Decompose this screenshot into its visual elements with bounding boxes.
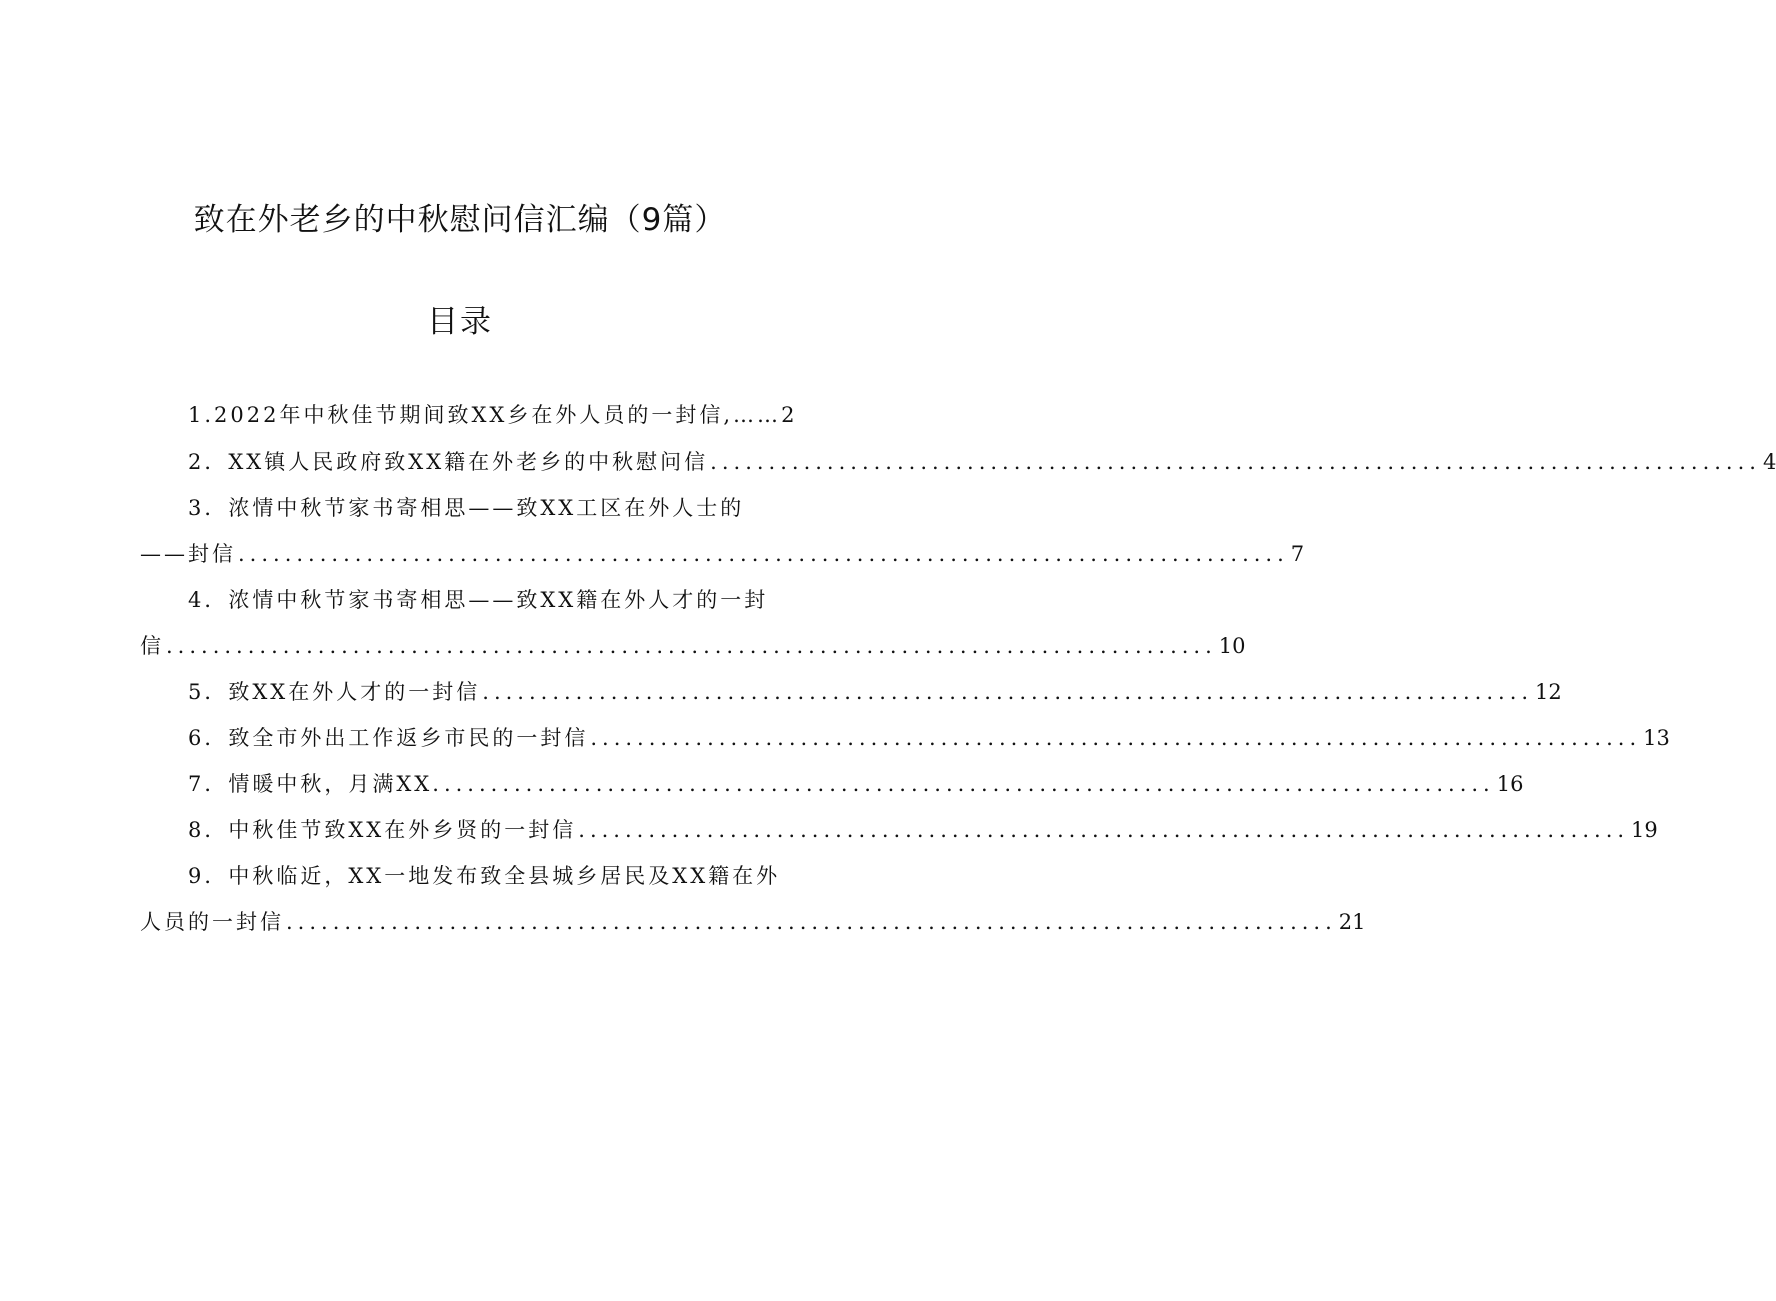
- toc-entry-7[interactable]: [140, 769, 1524, 799]
- toc-entry-title: 4．浓情中秋节家书寄相思——致XX籍在外人才的一封: [188, 588, 769, 612]
- toc-entry-2[interactable]: [140, 447, 1776, 477]
- toc-dot-leader: ..........................................................................................: [238, 542, 1289, 566]
- toc-entry-title: 6．致全市外出工作返乡市民的一封信: [188, 726, 589, 750]
- toc-entry-title: 3．浓情中秋节家书寄相思——致XX工区在外人士的: [188, 496, 745, 520]
- toc-entry-1[interactable]: [140, 400, 795, 430]
- toc-entry-6[interactable]: [140, 723, 1670, 753]
- toc-page-number: 12: [1535, 680, 1562, 704]
- toc-entry-5[interactable]: [140, 677, 1562, 707]
- document-title: 致在外老乡的中秋慰问信汇编（9篇）: [193, 202, 727, 238]
- toc-entry-title: 5．致XX在外人才的一封信: [188, 680, 481, 704]
- toc-page-number: 21: [1338, 910, 1366, 934]
- toc-dot-leader: ..........................................................................................: [590, 726, 1642, 750]
- toc-dot-leader: ..........................................................................................: [710, 450, 1761, 474]
- toc-entry-title: 2．XX镇人民政府致XX籍在外老乡的中秋慰问信: [188, 450, 709, 474]
- toc-dot-leader: ..........................................................................................: [443, 772, 1495, 796]
- toc-entry-first-line: [140, 585, 776, 615]
- toc-page-number: 13: [1643, 726, 1670, 750]
- toc-entry-8[interactable]: [140, 815, 1658, 845]
- toc-entry-continuation: ——封信: [140, 542, 236, 566]
- toc-page-number: 10: [1218, 634, 1246, 658]
- toc-dot-leader: ..........................................................................................: [166, 634, 1217, 658]
- toc-dot-leader: ..........................................................................................: [286, 910, 1337, 934]
- toc-page-number: 19: [1631, 818, 1658, 842]
- toc-entry-title: 7．情暖中秋，月满XX.: [188, 772, 442, 796]
- toc-entry-second-line: [140, 907, 1366, 937]
- toc-heading: 目录: [427, 304, 493, 340]
- toc-page-number: 16: [1496, 772, 1524, 796]
- toc-entry-title: 1.2022年中秋佳节期间致XX乡在外人员的一封信,……: [188, 403, 782, 427]
- toc-entry-continuation: 信: [140, 634, 164, 658]
- toc-entry-continuation: 人员的一封信: [140, 910, 284, 934]
- toc-entry-title: 9．中秋临近，XX一地发布致全县城乡居民及XX籍在外: [188, 864, 781, 888]
- toc-entry-first-line: [140, 493, 776, 523]
- toc-dot-leader: ..........................................................................................: [578, 818, 1630, 842]
- toc-page-number: 2: [781, 403, 795, 427]
- toc-page-number: 7: [1290, 542, 1305, 566]
- toc-entry-second-line: [140, 631, 1246, 661]
- toc-dot-leader: ..........................................................................................: [482, 680, 1534, 704]
- toc-entry-first-line: [140, 861, 781, 891]
- toc-entry-second-line: [140, 539, 1305, 569]
- toc-page-number: 4: [1762, 450, 1776, 474]
- toc-entry-title: 8．中秋佳节致XX在外乡贤的一封信: [188, 818, 577, 842]
